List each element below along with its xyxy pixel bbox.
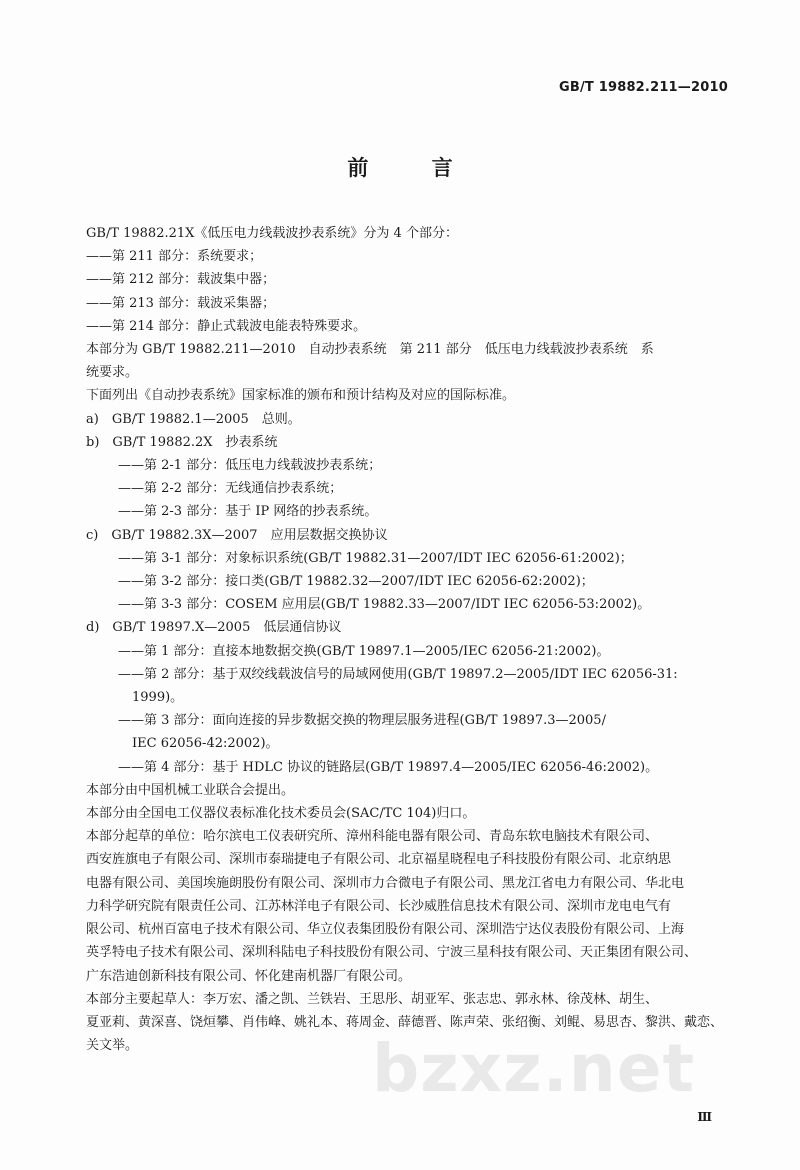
list-item-b1: ——第 2-1 部分：低压电力线载波抄表系统； [118,458,382,474]
centralized-paragraph: 本部分由全国电工仪器仪表标准化技术委员会(SAC/TC 104)归口。 [86,806,476,822]
part-212-item: ——第 212 部分：载波集中器； [86,272,276,288]
standard-number: GB/T 19882.211—2010 [558,80,728,95]
drafting-units-line-5: 限公司、杭州百富电子技术有限公司、华立仪表集团股份有限公司、深圳浩宁达仪表股份有限公司、上海 [86,922,685,938]
list-item-b: b) GB/T 19882.2X 抄表系统 [86,434,278,450]
proposed-paragraph: 本部分由中国机械工业联合会提出。 [86,782,295,798]
drafting-units-line-2: 西安旌旗电子有限公司、深圳市泰瑞捷电子有限公司、北京福星晓程电子科技股份有限公司、北京纳思 [86,852,672,868]
list-item-c3: ——第 3-3 部分：COSEM 应用层(GB/T 19882.33—2007/IDT IEC 62056-53:2002)。 [118,597,651,613]
part-211-item: ——第 211 部分：系统要求； [86,249,263,265]
list-item-c2: ——第 3-2 部分：接口类(GB/T 19882.32—2007/IDT IEC 62056-62:2002)； [118,574,594,590]
drafting-units-line-6: 英孚特电子技术有限公司、深圳科陆电子科技股份有限公司、宁波三星科技有限公司、天正集团有限公司、 [86,945,698,961]
watermark: bzxz.net [372,1030,696,1107]
intro-paragraph: GB/T 19882.21X《低压电力线载波抄表系统》分为 4 个部分： [86,226,458,241]
drafting-units-line-1: 本部分起草的单位：哈尔滨电工仪表研究所、漳州科能电器有限公司、青岛东软电脑技术有限公司、 [86,829,659,845]
page-title: 前 言 [347,156,481,180]
this-part-line-2: 统要求。 [86,365,139,381]
list-intro: 下面列出《自动抄表系统》国家标准的颁布和预计结构及对应的国际标准。 [86,388,516,404]
list-item-a: a) GB/T 19882.1—2005 总则。 [86,411,301,427]
list-item-d: d) GB/T 19897.X—2005 低层通信协议 [86,620,342,636]
list-item-c1: ——第 3-1 部分：对象标识系统(GB/T 19882.31—2007/IDT IEC 62056-61:2002)； [118,550,633,566]
list-item-b2: ——第 2-2 部分：无线通信抄表系统； [118,481,343,497]
list-item-d1: ——第 1 部分：直接本地数据交换(GB/T 19897.1—2005/IEC 62056-21:2002)。 [118,643,610,659]
page-number: Ⅲ [697,1110,712,1124]
drafters-line-1: 本部分主要起草人：李万宏、潘之凯、兰铁岩、王思彤、胡亚军、张志忠、郭永林、徐茂林、胡生、 [86,991,659,1007]
drafters-line-3: 关文举。 [86,1038,139,1054]
this-part-line-1: 本部分为 GB/T 19882.211—2010 自动抄表系统 第 211 部分 低压电力线载波抄表系统 系 [86,342,654,358]
list-item-d3-line-2: IEC 62056-42:2002)。 [132,736,279,752]
list-item-b3: ——第 2-3 部分：基于 IP 网络的抄表系统。 [118,504,378,520]
document-body [86,222,732,1057]
drafting-units-line-7: 广东浩迪创新科技有限公司、怀化建南机器厂有限公司。 [86,968,412,984]
drafters-line-2: 夏亚莉、黄深喜、饶烜攀、肖伟峰、姚礼本、蒋周金、薛德晋、陈声荣、张绍衡、刘鲲、易思杏、黎洪、戴恋、 [86,1014,724,1030]
list-item-d2-line-2: 1999)。 [132,690,184,706]
drafting-units-line-4: 力科学研究院有限责任公司、江苏林洋电子有限公司、长沙威胜信息技术有限公司、深圳市龙电电气有 [86,898,672,914]
drafting-units-line-3: 电器有限公司、美国埃施朗股份有限公司、深圳市力合微电子有限公司、黑龙江省电力有限公司、华北电 [86,875,685,891]
list-item-d2-line-1: ——第 2 部分：基于双绞线载波信号的局域网使用(GB/T 19897.2—2005/IDT IEC 62056-31: [118,666,678,682]
part-214-item: ——第 214 部分：静止式载波电能表特殊要求。 [86,318,367,334]
part-213-item: ——第 213 部分：载波采集器； [86,295,276,311]
list-item-d4: ——第 4 部分：基于 HDLC 协议的链路层(GB/T 19897.4—2005/IEC 62056-46:2002)。 [118,759,659,775]
list-item-c: c) GB/T 19882.3X—2007 应用层数据交换协议 [86,527,388,543]
list-item-d3-line-1: ——第 3 部分：面向连接的异步数据交换的物理层服务进程(GB/T 19897.3—2005/ [118,713,606,729]
